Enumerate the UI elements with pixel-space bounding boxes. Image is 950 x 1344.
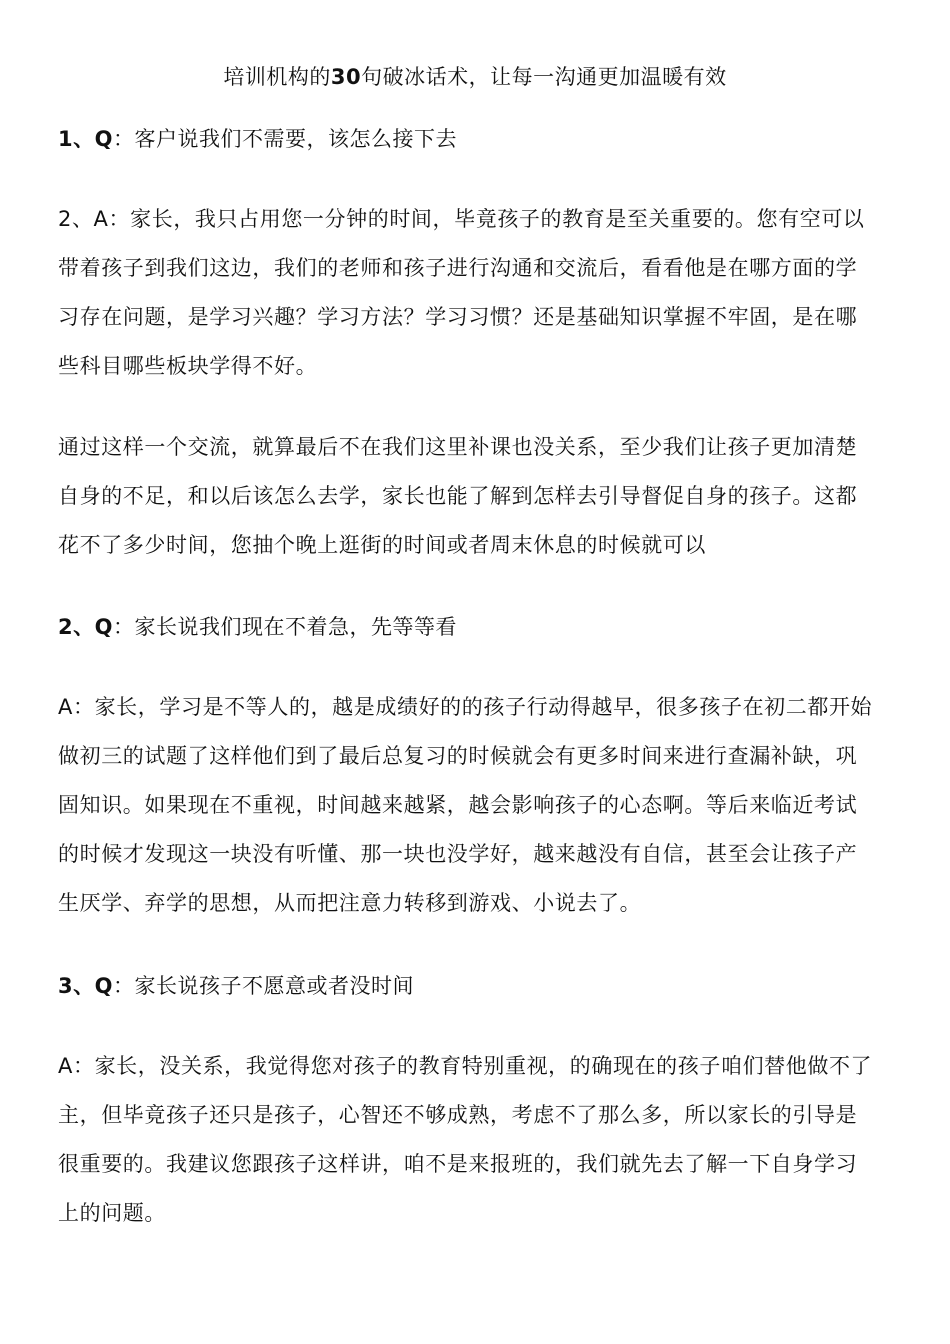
- answer-3-line: A：家长，没关系，我觉得您对孩子的教育特别重视，的确现在的孩子咱们替他做不了: [58, 1054, 873, 1078]
- answer-1-line: 习存在问题，是学习兴趣？学习方法？学习习惯？还是基础知识掌握不牢固，是在哪: [58, 305, 858, 329]
- question-2-text: ：家长说我们现在不着急，先等等看: [112, 615, 457, 639]
- question-1-number: 1、Q: [58, 127, 113, 151]
- answer-2-line: 生厌学、弃学的思想，从而把注意力转移到游戏、小说去了。: [58, 891, 642, 915]
- answer-3-line: 主，但毕竟孩子还只是孩子，心智还不够成熟，考虑不了那么多，所以家长的引导是: [58, 1103, 858, 1127]
- answer-1-followup-line: 花不了多少时间，您抽个晚上逛街的时间或者周末休息的时候就可以: [58, 533, 706, 557]
- question-1: [58, 124, 898, 154]
- question-2-number: 2、Q: [58, 615, 113, 639]
- answer-2-line: A：家长，学习是不等人的，越是成绩好的的孩子行动得越早，很多孩子在初二都开始: [58, 695, 873, 719]
- answer-3-paragraph: [58, 1042, 898, 1238]
- answer-3-line: 很重要的。我建议您跟孩子这样讲，咱不是来报班的，我们就先去了解一下自身学习: [58, 1152, 858, 1176]
- answer-2-paragraph: [58, 683, 898, 928]
- title-number: 30: [330, 65, 362, 89]
- question-2: [58, 612, 898, 642]
- answer-2-line: 做初三的试题了这样他们到了最后总复习的时候就会有更多时间来进行查漏补缺，巩: [58, 744, 858, 768]
- title-suffix: 句破冰话术，让每一沟通更加温暖有效: [361, 65, 727, 89]
- answer-1-paragraph: [58, 195, 898, 391]
- answer-1-line: 带着孩子到我们这边，我们的老师和孩子进行沟通和交流后，看看他是在哪方面的学: [58, 256, 858, 280]
- question-3-number: 3、Q: [58, 974, 113, 998]
- answer-3-line: 上的问题。: [58, 1201, 166, 1225]
- question-1-text: ：客户说我们不需要，该怎么接下去: [112, 127, 457, 151]
- question-3-text: ：家长说孩子不愿意或者没时间: [112, 974, 414, 998]
- answer-1-line: 2、A：家长，我只占用您一分钟的时间，毕竟孩子的教育是至关重要的。您有空可以: [58, 207, 865, 231]
- answer-1-line: 些科目哪些板块学得不好。: [58, 354, 318, 378]
- answer-1-followup-line: 通过这样一个交流，就算最后不在我们这里补课也没关系，至少我们让孩子更加清楚: [58, 435, 858, 459]
- question-3: [58, 971, 898, 1001]
- title-prefix: 培训机构的: [223, 65, 331, 89]
- document-title: [0, 62, 950, 92]
- answer-1-followup-paragraph: [58, 423, 898, 570]
- answer-2-line: 固知识。如果现在不重视，时间越来越紧，越会影响孩子的心态啊。等后来临近考试: [58, 793, 858, 817]
- answer-1-followup-line: 自身的不足，和以后该怎么去学，家长也能了解到怎样去引导督促自身的孩子。这都: [58, 484, 858, 508]
- answer-2-line: 的时候才发现这一块没有听懂、那一块也没学好，越来越没有自信，甚至会让孩子产: [58, 842, 858, 866]
